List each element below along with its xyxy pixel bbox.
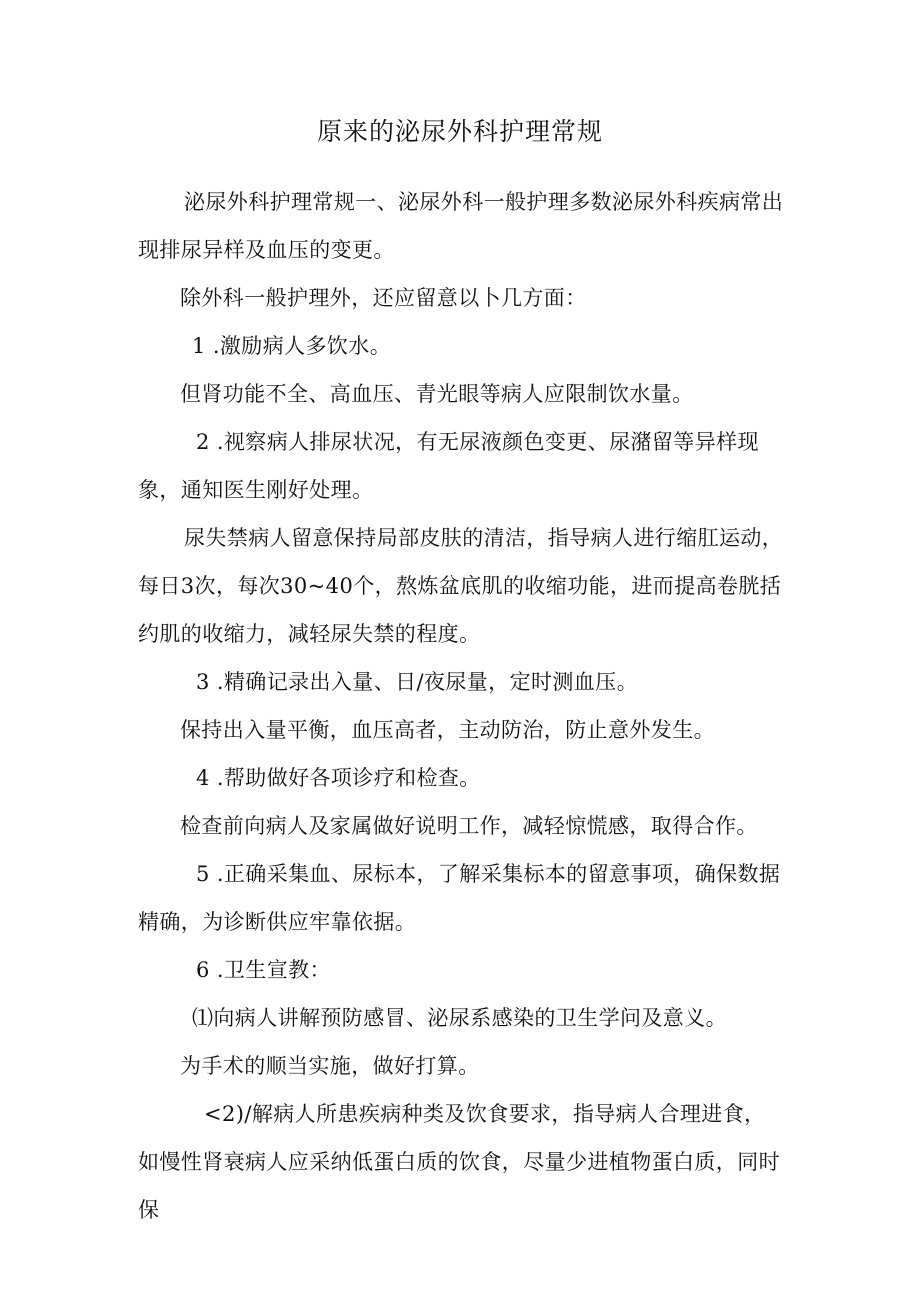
paragraph-item-3-note: 保持出入量平衡，血压高者，主动防治，防止意外发生。 [180, 718, 715, 742]
document-title: 原来的泌尿外科护理常规 [316, 117, 603, 146]
paragraph-item-3: 3 .精确记录出入量、日/夜尿量，定时测血压。 [196, 670, 638, 694]
paragraph-item-5: 5 .正确采集血、尿标本，了解采集标本的留意事项，确保数据精确，为诊断供应牢靠依据。 [138, 862, 781, 934]
paragraph-incontinence: 尿失禁病人留意保持局部皮肤的清洁，指导病人进行缩肛运动，每日3次，每次30~40个，熬炼盆底肌的收缩功能，进而提高卷胱括约肌的收缩力，减轻尿失禁的程度。 [138, 526, 784, 646]
paragraph-education-1: ⑴向病人讲解预防感冒、泌尿系感染的卫生学问及意义。 [192, 1006, 727, 1030]
paragraph-surgery-prep: 为手术的顺当实施，做好打算。 [180, 1054, 480, 1078]
paragraph-item-4: 4 .帮助做好各项诊疗和检查。 [196, 766, 481, 790]
paragraph-item-1-note: 但肾功能不全、高血压、青光眼等病人应限制饮水量。 [180, 382, 694, 406]
paragraph-intro: 泌尿外科护理常规一、泌尿外科一般护理多数泌尿外科疾病常出现排尿异样及血压的变更。 [138, 190, 784, 262]
paragraph-general-care: 除外科一般护理外，还应留意以卜几方面： [180, 286, 587, 310]
paragraph-item-2: 2 .视察病人排尿状况，有无尿液颜色变更、尿潴留等异样现象，通知医生刚好处理。 [138, 430, 759, 502]
paragraph-item-4-note: 检查前向病人及家属做好说明工作，减轻惊慌感，取得合作。 [180, 814, 758, 838]
paragraph-item-6: 6 .卫生宣教： [196, 958, 331, 982]
paragraph-education-2: <2)/解病人所患疾病种类及饮食要求，指导病人合理进食，如慢性肾衰病人应采纳低蛋白质的饮食，尽量少进植物蛋白质，同时保 [138, 1102, 780, 1222]
paragraph-item-1: 1 .激励病人多饮水。 [192, 334, 392, 358]
